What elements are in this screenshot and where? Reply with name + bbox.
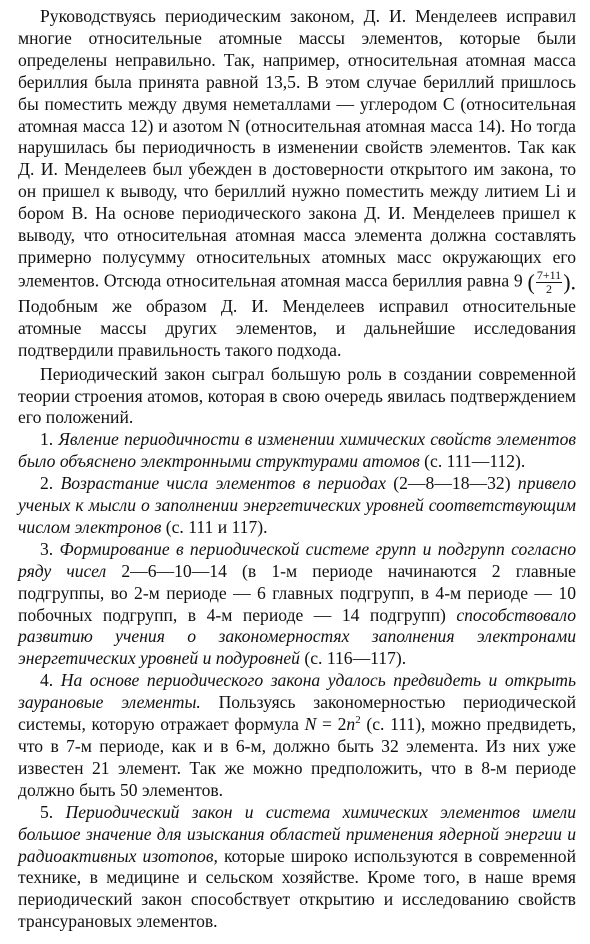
item-middle-text: (2—8—18—32) xyxy=(385,473,518,494)
list-item-4 xyxy=(18,670,576,801)
item-rest-text: (с. 111 и 117). xyxy=(161,516,268,537)
paragraph-mendeleev-corrections xyxy=(18,6,576,362)
item-italic-text: Возрастание числа элементов в периодах xyxy=(60,473,386,494)
item-italic-text: Периодический закон и система химических элементов имели большое значение для изыскания областей применения ядерной энергии и радиоактивных изотопов, xyxy=(18,801,576,866)
item-italic-text-2: способствовало развитию учения о закономерностях заполнения электронами энергетических уровней и подуровней xyxy=(18,604,576,669)
fraction-numerator: 7+11 xyxy=(536,267,562,282)
formula-exponent: 2 xyxy=(355,714,361,727)
item-number: 5. xyxy=(40,801,66,822)
item-italic-text: На основе периодического закона удалось предвидеть и открыть заурановые элементы. xyxy=(18,670,576,713)
item-number: 3. xyxy=(40,538,60,559)
item-italic-text: Явление периодичности в изменении химических свойств элементов было объяснено электронными структурами атомов xyxy=(18,429,577,472)
paragraph1-text-a: Руководствуясь периодическим законом, Д. И. Менделеев исправил многие относительные атомные массы элементов, которые были определены неправильно. Так, например, относительная атомная масса бериллия была принята равной 13,5. В этом случае бериллий пришлось бы поместить между двумя неметаллами — углеродом С (относительная атомная масса 12) и азотом N (относительная атомная масса 14). Но тогда нарушилась бы периодичность в изменении свойств элементов. Так как Д. И. Менделеев был убежден в достоверности открытого им закона, то он пришел к выводу, что бериллий нужно поместить между литием Li и бором B. На основе периодического закона Д. И. Менделеев пришел к выводу, что относительная атомная масса элемента должна составлять примерно полусумму относительных атомных масс окружающих его элементов. Отсюда относительная атомная масса бериллия равна 9 xyxy=(18,6,576,291)
paragraph1-text-b: Подобным же образом Д. И. Менделеев исправил относительные атомные массы других элементов, и дальнейшие исследования подтвердили правильность такого подхода. xyxy=(18,295,576,360)
item-italic-text-2: привело ученых к мысли о заполнении энергетических уровней соответствующим числом электронов xyxy=(18,473,577,537)
fraction xyxy=(536,269,562,296)
paragraph-periodic-law-role: Периодический закон сыграл большую роль в создании современной теории строения атомов, которая в свою очередь явилась подтверждением его положений. xyxy=(18,363,576,428)
item-number: 2. xyxy=(40,473,61,494)
item-text-b: (с. 111), можно предвидеть, что в 7-м периоде, как и в 6-м, должно быть 32 элемента. Из них уже известен 21 элемент. Так же можно предположить, что в 8-м периоде должно быть 50 элементов. xyxy=(18,714,576,800)
formula-variable-N: N xyxy=(304,714,317,735)
list-item-1 xyxy=(18,429,576,473)
item-rest-text: (с. 111—112). xyxy=(419,451,526,472)
item-rest-text: (с. 116—117). xyxy=(299,648,407,669)
paren-open: ( xyxy=(527,269,535,295)
item-rest-text: которые широко используются в современной технике, в медицине и сельском хозяйстве. Кроме того, в наше время периодический закон способствует открытию и исследованию свойств трансурановых элементов. xyxy=(18,845,576,932)
item-italic-text: Формирование в периодической системе групп и подгрупп согласно ряду чисел xyxy=(18,538,576,581)
item-middle-text: 2—6—10—14 (в 1-м периоде начинаются 2 главные подгруппы, во 2-м периоде — 6 главных подгрупп, в 4-м периоде — 10 побочных подгрупп, в 4-м периоде — 14 подгрупп) xyxy=(18,560,576,625)
list-item-2 xyxy=(18,473,576,539)
paren-close: ). xyxy=(563,269,577,295)
item-number: 4. xyxy=(40,670,61,691)
item-text-a: Пользуясь закономерностью периодической системы, которую отражает формула xyxy=(18,692,577,735)
item-number: 1. xyxy=(40,429,59,450)
list-item-3 xyxy=(18,539,576,670)
list-item-5 xyxy=(18,802,576,933)
formula-variable-n: n xyxy=(346,714,356,735)
fraction-denominator: 2 xyxy=(546,281,553,296)
formula-equals: = 2 xyxy=(316,714,347,735)
